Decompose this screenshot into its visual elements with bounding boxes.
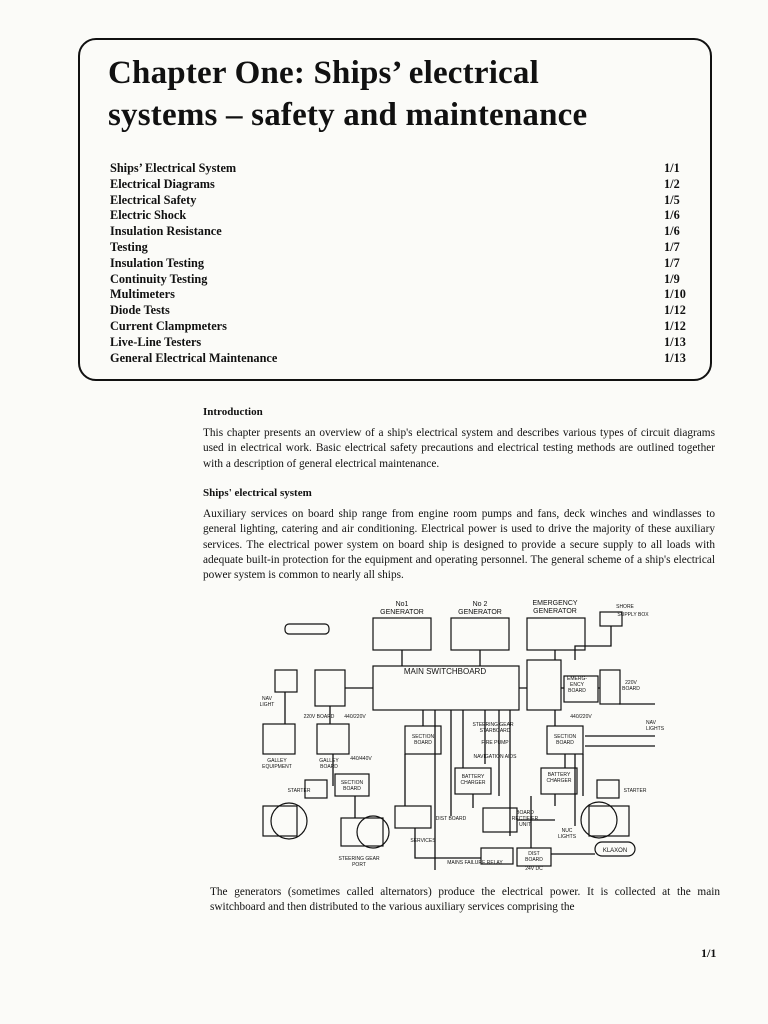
toc-page: 1/6 (664, 224, 680, 239)
section-board-l-b: BOARD (414, 740, 432, 746)
introduction-paragraph: This chapter presents an overview of a ship's electrical system and describes various types of circuit diagrams used in electrical work. Basic electrical safety precautions and electrical testing methods are outlined together with a description of general electrical maintenance. (203, 427, 715, 470)
toc-row[interactable] (110, 193, 700, 209)
toc-label: Current Clampmeters (110, 318, 227, 333)
toc-page: 1/6 (664, 208, 680, 223)
toc-label: General Electrical Maintenance (110, 350, 278, 365)
rectifier-label-a: BOARD (516, 810, 534, 816)
nav-light-label-b: LIGHT (259, 702, 275, 708)
generator-1-icon (373, 618, 431, 650)
toc-row[interactable] (110, 208, 700, 224)
toc-row[interactable] (110, 256, 700, 272)
toc-row[interactable] (110, 272, 700, 288)
toc-page: 1/7 (664, 255, 680, 270)
toc-page: 1/10 (664, 287, 686, 302)
table-of-contents (110, 161, 700, 366)
steering-port-label-b: PORT (352, 862, 366, 868)
shore-label-b: SUPPLY BOX (617, 612, 649, 618)
chapter-title-line1: Chapter One: Ships’ electrical (108, 55, 539, 91)
toc-row[interactable] (110, 177, 700, 193)
toc-page: 1/13 (664, 350, 686, 365)
gen2-label-b: GENERATOR (458, 609, 502, 616)
toc-label: Ships’ Electrical System (110, 161, 237, 175)
nuc-lights-label-b: LIGHTS (557, 834, 577, 840)
toc-label: Continuity Testing (110, 271, 208, 286)
toc-row[interactable] (110, 335, 700, 351)
emerg-label-a: EMERG- (567, 676, 587, 682)
nav-lights-label-b: LIGHTS (645, 726, 665, 732)
gen3-label-b: GENERATOR (533, 608, 577, 615)
dist-board2-label-b: BOARD (525, 857, 543, 863)
toc-page: 1/12 (664, 318, 686, 333)
v220-board2-label: 220V BOARD (303, 714, 335, 720)
steering-port-label-a: STEERING GEAR (338, 856, 380, 862)
generator-2-icon (451, 618, 509, 650)
section-board-l-a: SECTION (411, 734, 435, 740)
toc-label: Diode Tests (110, 303, 170, 318)
nav-light-label-a: NAV (262, 696, 272, 702)
section-board-r-b: BOARD (556, 740, 574, 746)
v440-440-label: 440/440V (350, 756, 372, 762)
generators-paragraph: The generators (sometimes called alternators) produce the electrical power. It is collected at the main switchboard and then distributed to the various auxiliary services comprising the (210, 886, 720, 914)
rectifier-label-c: UNIT (519, 822, 531, 828)
toc-row[interactable] (110, 224, 700, 240)
toc-label: Multimeters (110, 287, 175, 302)
dist-board2-label-a: DIST (528, 851, 540, 857)
gen2-label-a: No 2 (472, 601, 488, 608)
toc-row[interactable] (110, 319, 700, 335)
toc-label: Electrical Diagrams (110, 176, 215, 191)
starter-r-label: STARTER (623, 788, 647, 794)
galley-board-label-a: GALLEY (319, 758, 339, 764)
toc-page: 1/2 (664, 176, 680, 191)
section-board-b-a: SECTION (340, 780, 364, 786)
toc-row[interactable] (110, 303, 700, 319)
section-board-r-a: SECTION (553, 734, 577, 740)
toc-label: Live-Line Testers (110, 334, 202, 349)
emergency-generator-icon (527, 618, 585, 650)
section-board-b-b: BOARD (343, 786, 361, 792)
v440-220-label-a: 440/220V (344, 714, 366, 720)
v220-label-a: 220V (625, 680, 637, 686)
toc-page: 1/9 (664, 271, 680, 286)
battery-r-label-a: BATTERY (547, 772, 571, 778)
ships-system-section (203, 486, 715, 583)
toc-label: Electrical Safety (110, 192, 197, 207)
services-label: SERVICES (410, 838, 436, 844)
nav-lights-label-a: NAV (646, 720, 656, 726)
toc-label: Testing (110, 239, 148, 254)
toc-label: Insulation Testing (110, 255, 204, 270)
chapter-box (78, 38, 712, 381)
nuc-lights-label-a: NUC (561, 828, 573, 834)
mains-failure-label: MAINS FAILURE RELAY (447, 860, 503, 866)
toc-row[interactable] (110, 240, 700, 256)
toc-row[interactable] (110, 351, 700, 367)
toc-page: 1/1 (664, 161, 680, 175)
v220-label-b: BOARD (622, 686, 640, 692)
battery-l-label-a: BATTERY (461, 774, 485, 780)
v440-220-label-b: 440/220V (570, 714, 592, 720)
nav-aids-label: NAVIGATION AIDS (473, 754, 517, 760)
power-system-diagram (255, 596, 665, 870)
chapter-title (108, 52, 587, 136)
page-number: 1/1 (701, 946, 717, 960)
toc-page: 1/7 (664, 239, 680, 254)
ships-system-paragraph: Auxiliary services on board ship range from engine room pumps and fans, deck winches and windlasses to general lighting, catering and air conditioning. Electrical power is used to drive the majority of these auxiliary services. The electrical power system on board ship is designed to provide a secure supply to all loads with adequate built-in protection for the equipment and operating personnel. The general scheme of a ship's electrical power system is common to nearly all ships. (203, 508, 715, 582)
rectifier-label-b: RECTIFIER (511, 816, 539, 822)
gen3-label-a: EMERGENCY (532, 600, 578, 607)
chapter-title-line2: systems – safety and maintenance (108, 97, 588, 133)
gen1-label-a: No1 (395, 601, 409, 608)
fire-pump-label: FIRE PUMP (481, 740, 509, 746)
toc-page: 1/12 (664, 303, 686, 318)
gen1-label-b: GENERATOR (380, 609, 424, 616)
introduction-section (203, 405, 715, 472)
toc-row[interactable] (110, 161, 700, 177)
introduction-heading: Introduction (203, 406, 263, 418)
emerg-label-b: ENCY (570, 682, 584, 688)
galley-equip-label-b: EQUIPMENT (262, 764, 292, 770)
emerg-label-c: BOARD (568, 688, 586, 694)
toc-label: Electric Shock (110, 208, 187, 223)
battery-l-label-b: CHARGER (460, 780, 486, 786)
toc-label: Insulation Resistance (110, 224, 222, 239)
toc-page: 1/5 (664, 192, 680, 207)
dist-board-label: DIST BOARD (435, 816, 467, 822)
battery-r-label-b: CHARGER (546, 778, 572, 784)
toc-row[interactable] (110, 287, 700, 303)
starter-l-label: STARTER (287, 788, 311, 794)
ships-system-heading: Ships' electrical system (203, 487, 312, 499)
main-switchboard-label: MAIN SWITCHBOARD (403, 667, 487, 676)
klaxon-label: KLAXON (602, 848, 628, 854)
steering-star-label-b: STARBOARD (479, 728, 511, 734)
v24dc-label: 24V DC (525, 866, 543, 870)
toc-page: 1/13 (664, 334, 686, 349)
steering-star-label-a: STEERING GEAR (472, 722, 514, 728)
shore-label-a: SHORE (616, 604, 634, 610)
galley-board-label-b: BOARD (320, 764, 338, 770)
galley-equip-label-a: GALLEY (267, 758, 287, 764)
